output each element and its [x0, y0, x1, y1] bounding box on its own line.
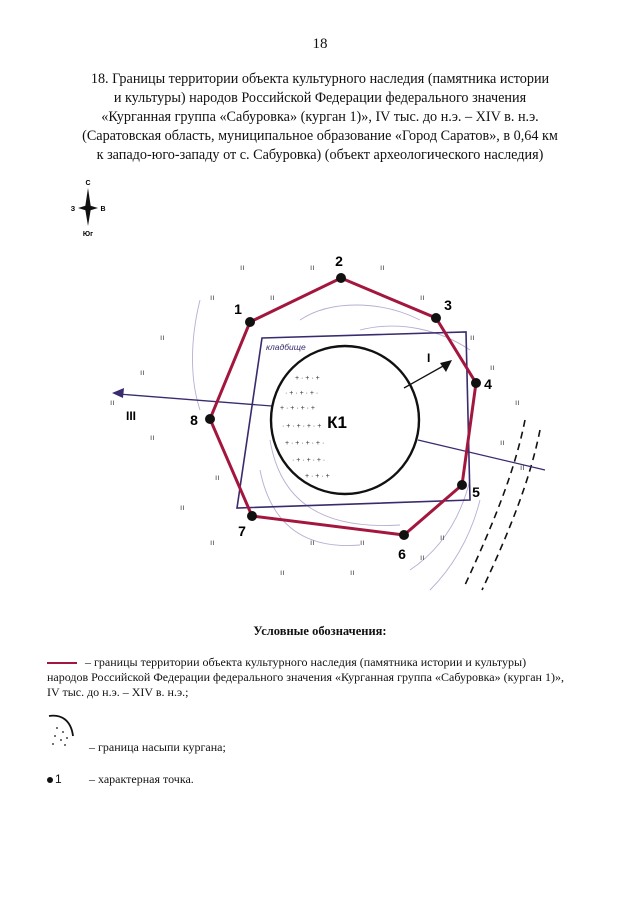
title-line: к западо-юго-западу от с. Сабуровка) (объект археологического наследия) [96, 147, 544, 163]
title-line: «Курганная группа «Сабуровка» (курган 1)», IV тыс. до н.э. – XIV в. н.э. [101, 109, 539, 125]
arrow-iii-icon [112, 388, 124, 398]
svg-text:ıı: ıı [280, 568, 285, 577]
point-symbol [47, 772, 62, 787]
point-label-3: 3 [444, 297, 452, 313]
svg-text:ıı: ıı [350, 568, 355, 577]
point-marker-8 [205, 414, 215, 424]
document-title [40, 70, 600, 165]
svg-text:ıı: ıı [380, 263, 385, 272]
svg-text:ıı: ıı [150, 433, 155, 442]
vegetation-marks [110, 263, 524, 577]
svg-text:ıı: ıı [210, 293, 215, 302]
direction-line-ii [418, 440, 545, 470]
svg-text:ıı: ıı [180, 503, 185, 512]
svg-text:ıı: ıı [160, 333, 165, 342]
svg-text:ıı: ıı [520, 463, 525, 472]
svg-text:ıı: ıı [420, 293, 425, 302]
boundary-line-symbol-icon [47, 662, 77, 664]
point-label-2: 2 [335, 253, 343, 269]
svg-text:ıı: ıı [240, 263, 245, 272]
point-label-7: 7 [238, 523, 246, 539]
svg-text:ıı: ıı [215, 473, 220, 482]
svg-text:ıı: ıı [515, 398, 520, 407]
svg-text:ıı: ıı [490, 363, 495, 372]
direction-label-i: I [427, 351, 431, 365]
point-label-8: 8 [190, 412, 198, 428]
compass-north: С [85, 180, 91, 187]
svg-text:ıı: ıı [140, 368, 145, 377]
compass-west: З [70, 206, 76, 213]
point-marker-7 [247, 511, 257, 521]
legend-boundary-text-1: – границы территории объекта культурного наследия (памятника истории и культуры) [85, 655, 527, 669]
svg-text:ıı: ıı [210, 538, 215, 547]
svg-text:ıı: ıı [420, 553, 425, 562]
point-label-4: 4 [484, 376, 492, 392]
svg-text:ıı: ıı [470, 333, 475, 342]
compass-south: Юг [82, 231, 94, 238]
cemetery-label: кладбище [266, 342, 306, 352]
title-line: 18. Границы территории объекта культурного наследия (памятника истории [90, 71, 550, 87]
title-line: и культуры) народов Российской Федерации федерального значения [113, 90, 527, 106]
svg-text:· + · + · + ·: · + · + · + · [292, 457, 326, 464]
point-marker-4 [471, 378, 481, 388]
svg-text:ıı: ıı [310, 538, 315, 547]
legend-boundary-text-2: народов Российской Федерации федерального значения «Курганная группа «Сабуровка» (курган 1)», [47, 670, 564, 684]
svg-text:ıı: ıı [500, 438, 505, 447]
direction-label-iii: III [126, 409, 137, 423]
mound-label: К1 [327, 413, 347, 432]
direction-line-iii [118, 394, 272, 406]
svg-text:ıı: ıı [270, 293, 275, 302]
point-marker-3 [431, 313, 441, 323]
page-number: 18 [312, 36, 328, 52]
svg-text:+ · + · + · +: + · + · + · + [280, 405, 316, 412]
site-map [60, 175, 560, 595]
point-label-6: 6 [398, 546, 406, 562]
mound-dots [280, 375, 330, 480]
legend-boundary-text-3: IV тыс. до н.э. – XIV в. н.э.; [47, 685, 189, 699]
point-marker-2 [336, 273, 346, 283]
svg-text:· + · + · + · +: · + · + · + · + [282, 423, 322, 430]
compass-east: В [100, 206, 106, 213]
svg-text:+ · + · +: + · + · + [305, 473, 330, 480]
point-dot-icon [47, 777, 53, 783]
point-label-5: 5 [472, 484, 480, 500]
svg-text:+ · + · + · + ·: + · + · + · + · [285, 440, 325, 447]
svg-text:ıı: ıı [110, 398, 115, 407]
legend-mound-text: – граница насыпи кургана; [89, 740, 226, 754]
svg-text:· + · + · + ·: · + · + · + · [285, 390, 319, 397]
legend-point-text: – характерная точка. [89, 772, 194, 786]
svg-text:ıı: ıı [360, 538, 365, 547]
mound-symbol-icon [47, 712, 87, 752]
svg-text:ıı: ıı [310, 263, 315, 272]
legend-title: Условные обозначения: [253, 624, 387, 638]
arrow-i-icon [440, 360, 452, 372]
point-label-1: 1 [234, 301, 242, 317]
compass-icon [71, 180, 106, 238]
point-marker-1 [245, 317, 255, 327]
svg-text:ıı: ıı [440, 533, 445, 542]
point-marker-5 [457, 480, 467, 490]
svg-text:+ · + · +: + · + · + [295, 375, 320, 382]
point-marker-6 [399, 530, 409, 540]
point-symbol-label: 1 [55, 772, 62, 786]
legend-boundary-entry [47, 655, 587, 700]
title-line: (Саратовская область, муниципальное образование «Город Саратов», в 0,64 км [82, 128, 558, 144]
